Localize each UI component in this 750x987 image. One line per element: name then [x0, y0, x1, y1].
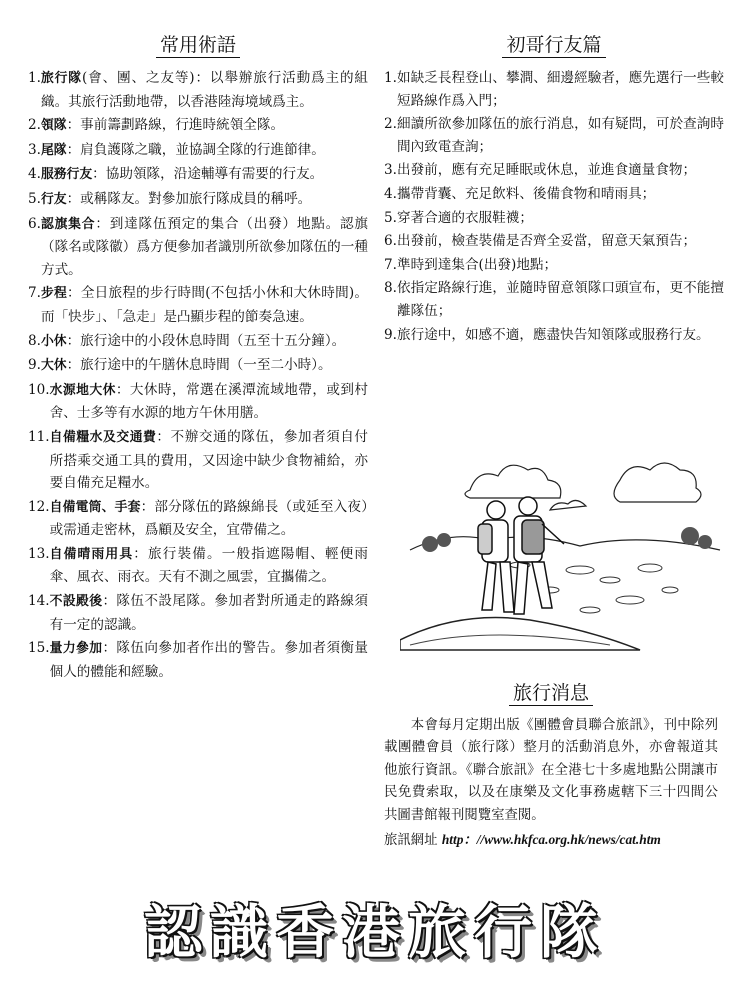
glossary-item-body: [41, 163, 368, 187]
beginner-tip-text: 旅行途中，如感不適，應盡快告知領隊或服務行友。: [396, 326, 710, 343]
glossary-definition: ：協助領隊，沿途輔導有需要的行友。: [92, 166, 324, 183]
travel-news-section: [384, 678, 718, 852]
beginner-tip-item: [384, 230, 724, 253]
glossary-item: [28, 188, 368, 212]
glossary-term: 行友: [40, 191, 67, 207]
glossary-term: 認旗集合: [40, 216, 96, 232]
glossary-item: [28, 379, 368, 425]
glossary-item: [28, 543, 368, 589]
glossary-item-number: 2.: [28, 117, 41, 134]
beginner-tip-number: 5.: [384, 209, 397, 226]
beginner-heading: 初哥行友篇: [384, 30, 724, 57]
glossary-term: 步程: [40, 286, 68, 302]
page-banner-title: 認識香港旅行隊: [143, 898, 606, 966]
glossary-definition: ：旅行途中的小段休息時間（五至十五分鐘）。: [66, 332, 346, 349]
glossary-item-number: 12.: [28, 498, 50, 515]
glossary-item-number: 10.: [28, 381, 50, 398]
beginner-tips-list: [384, 67, 724, 346]
glossary-item-number: 6.: [28, 215, 41, 232]
glossary-term: 自備糧水及交通費: [49, 429, 157, 445]
glossary-item-number: 4.: [28, 166, 41, 183]
beginner-tip-number: 2.: [384, 116, 397, 133]
glossary-item-body: [41, 188, 368, 212]
glossary-definition: ：部分隊伍的路線綿長（或延至入夜）或需通走密林，爲顧及安全，宜帶備之。: [49, 498, 369, 539]
beginner-tip-item: [384, 159, 724, 182]
glossary-item-number: 9.: [28, 357, 41, 374]
glossary-item-body: [50, 379, 368, 425]
beginner-tip-item: [384, 207, 724, 230]
glossary-list: [28, 67, 368, 683]
beginner-tip-item: [384, 113, 724, 158]
glossary-definition: ：或稱隊友。對參加旅行隊成員的稱呼。: [66, 190, 312, 207]
glossary-item-body: [41, 67, 368, 113]
glossary-definition: ：事前籌劃路線，行進時統領全隊。: [66, 117, 285, 134]
glossary-item: [28, 637, 368, 683]
glossary-column: [28, 30, 368, 684]
beginner-tip-text: 穿著合適的衣服鞋襪；: [396, 209, 533, 226]
glossary-term: 領隊: [40, 118, 67, 134]
beginner-tip-text: 依指定路線行進，並隨時留意領隊口頭宣布，更不能擅離隊伍；: [396, 280, 724, 319]
beginner-column: [384, 30, 724, 347]
glossary-item-body: [50, 637, 368, 683]
glossary-item-number: 5.: [28, 190, 41, 207]
glossary-item: [28, 163, 368, 187]
travel-news-text: 本會每月定期出版《團體會員聯合旅訊》，刊中除列載團體會員（旅行隊）整月的活動消息外，亦會報道其他旅行資訊。《聯合旅訊》在全港七十多處地點公開讓市民免費索取，以及在康樂及文化事務處轄下三十四間公共圖書館報刊閱覽室查閱。: [384, 718, 718, 823]
beginner-tip-number: 8.: [384, 280, 397, 297]
glossary-item-number: 1.: [28, 70, 41, 86]
glossary-item-body: [50, 543, 368, 589]
beginner-tip-number: 1.: [384, 70, 397, 86]
glossary-definition: ：到達隊伍預定的集合（出發）地點。認旗（隊名或隊徽）爲方便參加者識別所欲參加隊伍的一種方式。: [40, 215, 369, 278]
glossary-item-body: [50, 590, 368, 636]
glossary-item: [28, 590, 368, 636]
glossary-definition: ：全日旅程的步行時間(不包括小休和大休時間)。而「快步」、「急走」是凸顯步程的節奏急速。: [40, 285, 369, 325]
glossary-item: [28, 426, 368, 495]
beginner-tip-item: [384, 254, 724, 277]
news-website-row: [384, 829, 718, 852]
glossary-item-body: [41, 139, 368, 163]
glossary-item-number: 3.: [28, 141, 41, 158]
glossary-item-number: 7.: [28, 285, 41, 302]
glossary-item-body: [41, 354, 368, 378]
glossary-definition: ：隊伍不設尾隊。參加者對所通走的路線須有一定的認識。: [49, 593, 369, 633]
glossary-heading: 常用術語: [28, 30, 368, 57]
glossary-item: [28, 330, 368, 354]
glossary-item-body: [41, 330, 368, 354]
glossary-item-body: [41, 114, 368, 138]
glossary-term: 尾隊: [40, 142, 67, 158]
beginner-tip-text: 細讀所欲參加隊伍的旅行消息，如有疑問，可於查詢時間內致電查詢；: [396, 116, 724, 155]
glossary-item-body: [41, 282, 368, 328]
glossary-term: 大休: [40, 358, 67, 374]
beginner-tip-number: 6.: [384, 233, 397, 250]
glossary-item-number: 8.: [28, 332, 41, 349]
glossary-item-body: [50, 496, 368, 542]
hikers-illustration: [400, 440, 730, 660]
beginner-tip-text: 攜帶背囊、充足飲料、後備食物和晴雨具；: [396, 185, 656, 202]
glossary-term: 水源地大休: [49, 382, 116, 398]
glossary-term: 自備晴雨用具: [49, 546, 134, 562]
glossary-definition: (會、團、之友等)：以舉辦旅行活動爲主的組織。其旅行活動地帶，以香港陸海境域爲主。: [40, 70, 369, 110]
beginner-tip-text: 出發前，應有充足睡眠或休息，並進食適量食物；: [396, 162, 697, 179]
glossary-item: [28, 282, 368, 328]
beginner-tip-text: 準時到達集合(出發)地點；: [396, 256, 558, 273]
beginner-tip-item: [384, 324, 724, 347]
glossary-item: [28, 114, 368, 138]
glossary-term: 量力參加: [49, 641, 103, 657]
glossary-term: 小休: [40, 333, 67, 349]
glossary-item-number: 11.: [28, 428, 50, 445]
glossary-definition: ：旅行途中的午膳休息時間（一至二小時）。: [66, 357, 332, 374]
glossary-definition: ：不辦交通的隊伍，參加者須自付所搭乘交通工具的費用，又因途中缺少食物補給，亦要自備充足糧水。: [49, 428, 369, 492]
beginner-tip-item: [384, 67, 724, 112]
beginner-tip-item: [384, 277, 724, 322]
glossary-term: 自備電筒、手套: [49, 499, 141, 515]
glossary-item: [28, 67, 368, 113]
glossary-definition: ：肩負護隊之職，並協調全隊的行進節律。: [66, 141, 325, 158]
beginner-tip-number: 9.: [384, 326, 397, 343]
glossary-item-number: 15.: [28, 640, 50, 657]
glossary-definition: ：大休時，常選在溪潭流域地帶，或到村舍、士多等有水源的地方午休用膳。: [49, 381, 369, 422]
glossary-item: [28, 139, 368, 163]
glossary-definition: ：隊伍向參加者作出的警告。參加者須衡量個人的體能和經驗。: [49, 640, 369, 680]
beginner-tip-number: 7.: [384, 256, 397, 273]
beginner-tip-number: 4.: [384, 185, 397, 202]
beginner-tip-item: [384, 183, 724, 206]
beginner-tip-number: 3.: [384, 162, 397, 179]
glossary-definition: ：旅行裝備。一般指遮陽帽、輕便雨傘、風衣、雨衣。天有不測之風雲，宜攜備之。: [49, 545, 369, 586]
glossary-item-body: [41, 213, 368, 282]
news-website-link[interactable]: http：//www.hkfca.org.hk/news/cat.htm: [441, 832, 661, 848]
beginner-tip-text: 出發前，檢查裝備是否齊全妥當，留意天氣預告；: [396, 233, 697, 250]
glossary-item-number: 14.: [28, 593, 50, 610]
glossary-item: [28, 213, 368, 282]
glossary-item: [28, 496, 368, 542]
glossary-term: 不設殿後: [49, 594, 103, 610]
glossary-term: 服務行友: [40, 167, 93, 183]
travel-news-heading: 旅行消息: [384, 678, 718, 705]
beginner-tip-text: 如缺乏長程登山、攀澗、細邊經驗者，應先選行一些較短路線作爲入門；: [396, 70, 724, 109]
glossary-item-number: 13.: [28, 545, 50, 562]
glossary-item-body: [50, 426, 368, 495]
glossary-term: 旅行隊: [40, 71, 82, 86]
glossary-item: [28, 354, 368, 378]
news-website-label: 旅訊網址: [384, 833, 438, 849]
